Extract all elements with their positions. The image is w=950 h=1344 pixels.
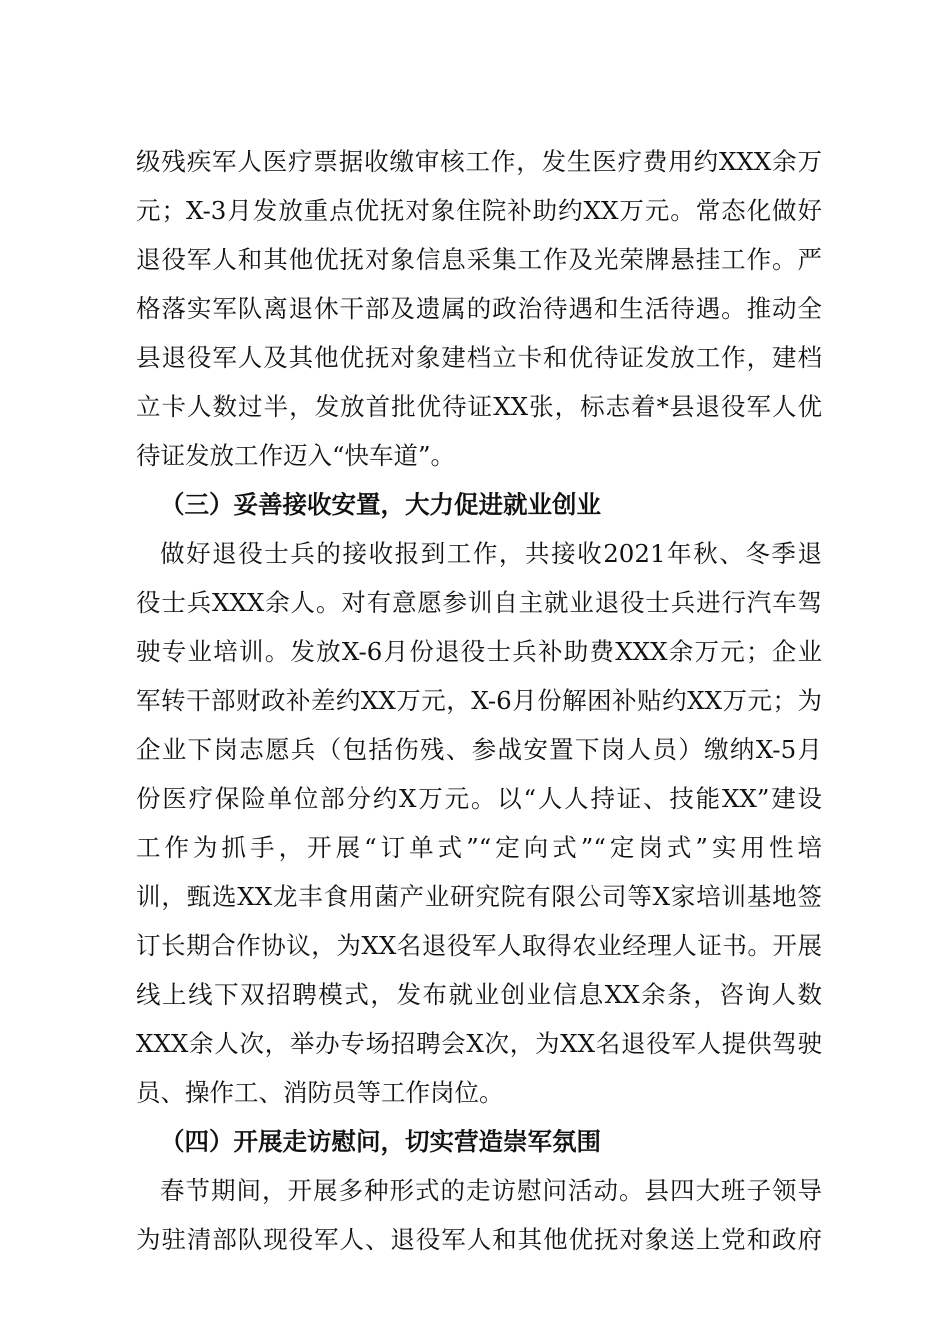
- paragraph-2-line-2: 役士兵XXX余人。对有意愿参训自主就业退役士兵进行汽车驾: [136, 588, 822, 617]
- paragraph-2-line-11: XXX余人次，举办专场招聘会X次，为XX名退役军人提供驾驶: [136, 1029, 822, 1058]
- paragraph-2-line-10: 线上线下双招聘模式，发布就业创业信息XX余条，咨询人数: [136, 980, 822, 1009]
- paragraph-2-line-7: 工作为抓手，开展“订单式”“定向式”“定岗式”实用性培: [136, 833, 822, 862]
- paragraph-1-line-2: 元；X-3月发放重点优抚对象住院补助约XX万元。常态化做好: [136, 196, 822, 225]
- paragraph-2-line-3: 驶专业培训。发放X-6月份退役士兵补助费XXX余万元；企业: [136, 637, 822, 666]
- paragraph-1-line-1: 级残疾军人医疗票据收缴审核工作，发生医疗费用约XXX余万: [136, 147, 822, 176]
- paragraph-2-line-1: 做好退役士兵的接收报到工作，共接收2021年秋、冬季退: [160, 539, 822, 568]
- paragraph-2-line-4: 军转干部财政补差约XX万元，X-6月份解困补贴约XX万元；为: [136, 686, 822, 715]
- section-heading-3: （三）妥善接收安置，大力促进就业创业: [160, 490, 601, 519]
- paragraph-2-line-12: 员、操作工、消防员等工作岗位。: [136, 1078, 504, 1107]
- paragraph-3-line-2: 为驻清部队现役军人、退役军人和其他优抚对象送上党和政府: [136, 1225, 822, 1254]
- paragraph-1-line-4: 格落实军队离退休干部及遗属的政治待遇和生活待遇。推动全: [136, 294, 822, 323]
- paragraph-2-line-6: 份医疗保险单位部分约X万元。以“人人持证、技能XX”建设: [136, 784, 822, 813]
- paragraph-1-line-7: 待证发放工作迈入“快车道”。: [136, 441, 456, 470]
- paragraph-3-line-1: 春节期间，开展多种形式的走访慰问活动。县四大班子领导: [160, 1176, 822, 1205]
- section-heading-4: （四）开展走访慰问，切实营造崇军氛围: [160, 1127, 601, 1156]
- paragraph-2-line-5: 企业下岗志愿兵（包括伤残、参战安置下岗人员）缴纳X-5月: [136, 735, 822, 764]
- paragraph-2-line-9: 订长期合作协议，为XX名退役军人取得农业经理人证书。开展: [136, 931, 822, 960]
- paragraph-1-line-3: 退役军人和其他优抚对象信息采集工作及光荣牌悬挂工作。严: [136, 245, 822, 274]
- paragraph-1-line-5: 县退役军人及其他优抚对象建档立卡和优待证发放工作，建档: [136, 343, 822, 372]
- paragraph-2-line-8: 训，甄选XX龙丰食用菌产业研究院有限公司等X家培训基地签: [136, 882, 822, 911]
- paragraph-1-line-6: 立卡人数过半，发放首批优待证XX张，标志着*县退役军人优: [136, 392, 822, 421]
